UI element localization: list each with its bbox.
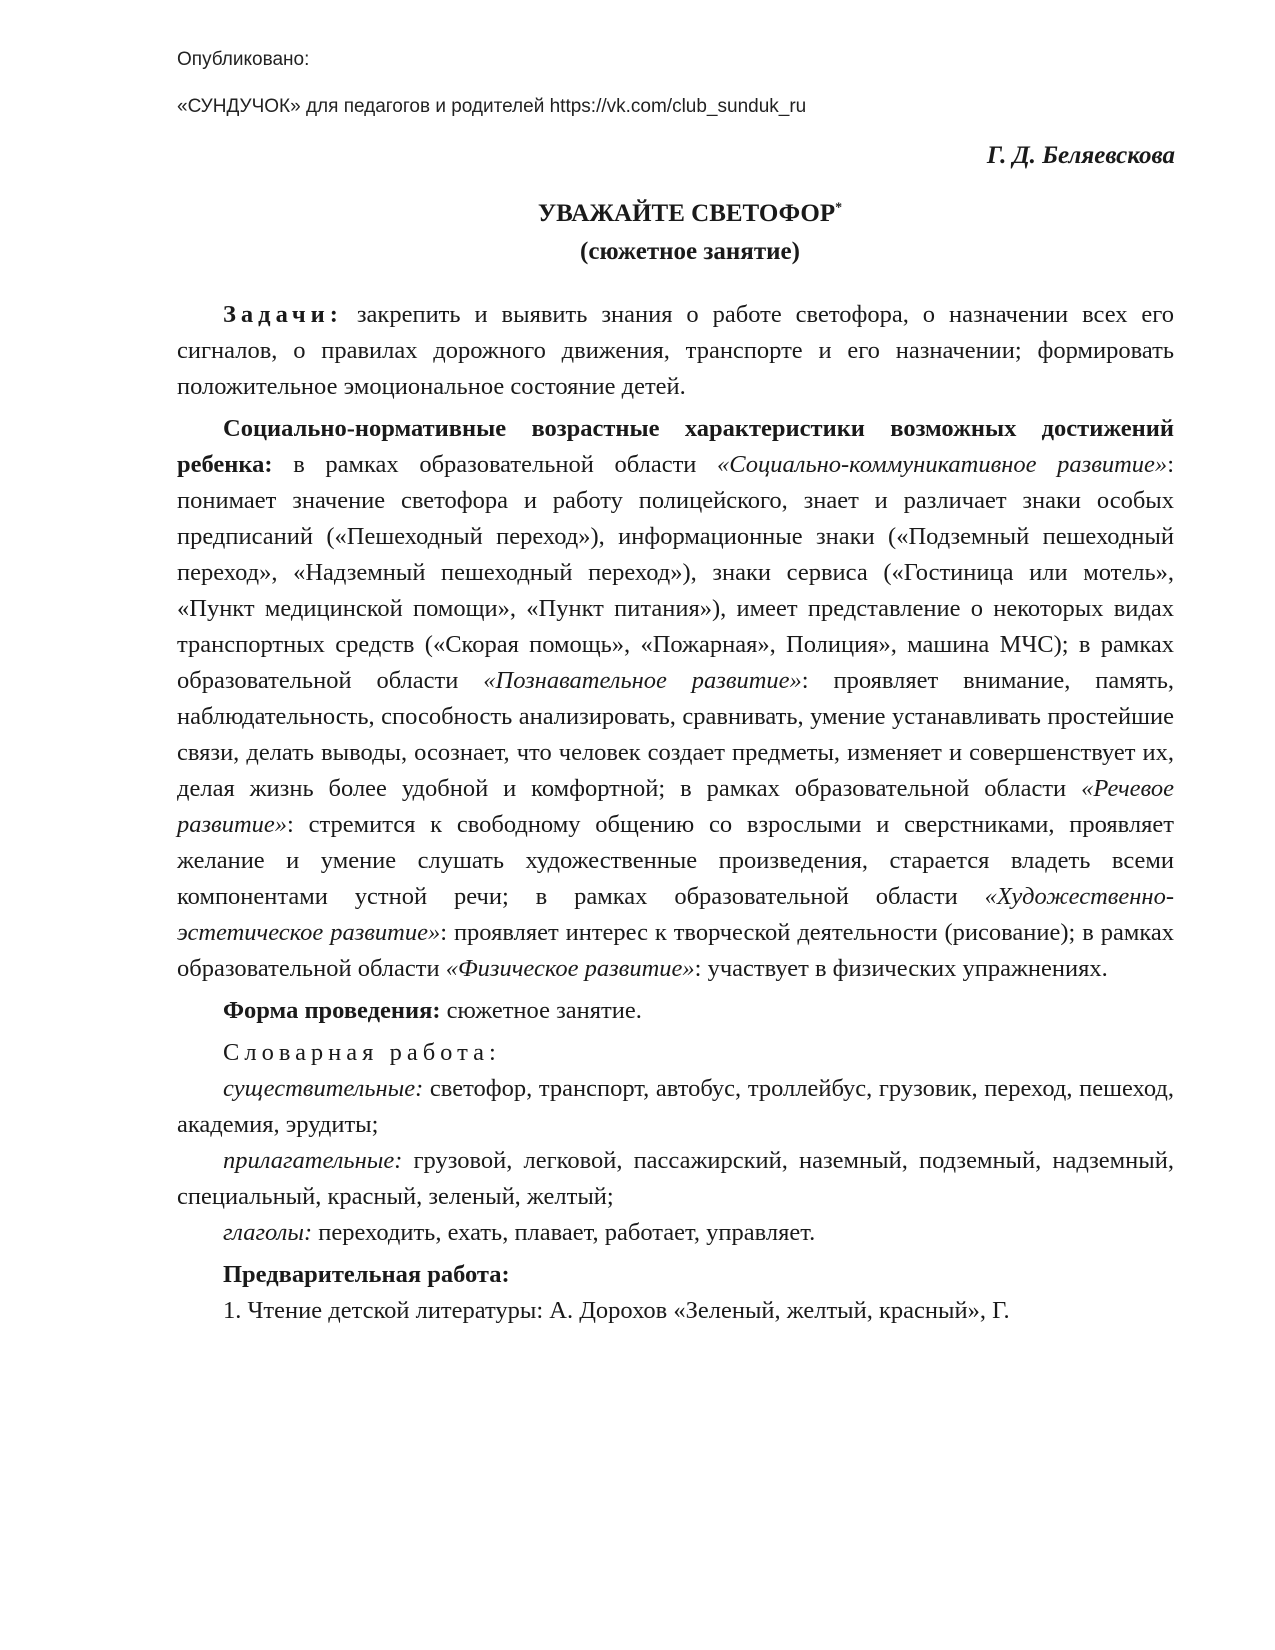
vocab-verbs (177, 1215, 1174, 1251)
vocab-nouns (177, 1071, 1174, 1143)
norms-area-speech: «Речевое развитие» (177, 775, 1174, 838)
norms-area-cognitive: «Познавательное развитие» (483, 667, 802, 694)
vocab-verbs-label: глаголы: (223, 1219, 313, 1246)
published-source: «СУНДУЧОК» для педагогов и родителей https://vk.com/club_sunduk_ru (177, 96, 807, 117)
title-footnote-mark: * (835, 200, 843, 216)
norms-area-art: «Художественно-эстетическое развитие» (177, 883, 1174, 946)
vocab-heading (177, 1035, 1174, 1071)
vocab-adj-label: прилагательные: (223, 1147, 403, 1174)
norms-text-3: : проявляет внимание, память, наблюдательность, способность анализировать, сравнивать, умение устанавливать простейшие связи, делать выводы, осознает, что человек создает предметы, изменяет и совершенствует их, делая жизнь более удобной и комфортной; в рамках образовательной области (177, 667, 1174, 802)
published-label: Опубликовано: (177, 49, 310, 70)
prelim-label: Предварительная работа: (223, 1261, 510, 1288)
vocab-nouns-text: светофор, транспорт, автобус, троллейбус, грузовик, переход, пешеход, академия, эрудиты; (177, 1075, 1174, 1138)
vocab-verbs-text: переходить, ехать, плавает, работает, управляет. (312, 1219, 816, 1246)
form-paragraph (177, 993, 1174, 1029)
norms-area-social: «Социально-коммуникативное развитие» (717, 451, 1168, 478)
norms-text-5: : проявляет интерес к творческой деятельности (рисование); в рамках образовательной области (177, 919, 1174, 982)
document-subtitle: (сюжетное занятие) (580, 238, 800, 265)
norms-text-1: в рамках образовательной области (272, 451, 718, 478)
norms-text-2: : понимает значение светофора и работу полицейского, знает и различает знаки особых предписаний («Пешеходный переход»), информационные знаки («Подземный пешеходный переход», «Надземный пешеходный переход»), знаки сервиса («Гостиница или мотель», «Пункт медицинской помощи», «Пункт питания»), имеет представление о некоторых видах транспортных средств («Скорая помощь», «Пожарная», Полиция», машина МЧС); в рамках образовательной области (177, 451, 1174, 694)
form-text: сюжетное занятие. (440, 997, 642, 1024)
norms-paragraph (177, 411, 1174, 987)
tasks-paragraph (177, 297, 1174, 405)
tasks-label: Задачи: (223, 301, 343, 328)
norms-text-4: : стремится к свободному общению со взрослыми и сверстниками, проявляет желание и умение слушать художественные произведения, старается владеть всеми компонентами устной речи; в рамках образовательной области (177, 811, 1174, 910)
norms-area-physical: «Физическое развитие» (445, 955, 695, 982)
vocab-nouns-label: существительные: (223, 1075, 424, 1102)
norms-label: Социально-нормативные возрастные характеристики возможных достижений ребенка: (177, 415, 1174, 478)
title-text: УВАЖАЙТЕ СВЕТОФОР (537, 200, 836, 227)
tasks-text: закрепить и выявить знания о работе светофора, о назначении всех его сигналов, о правилах дорожного движения, транспорте и его назначении; формировать положительное эмоциональное состояние детей. (177, 301, 1174, 400)
vocab-adj-text: грузовой, легковой, пассажирский, наземный, подземный, надземный, специальный, красный, зеленый, желтый; (177, 1147, 1174, 1210)
vocab-label: Словарная работа: (223, 1039, 501, 1066)
prelim-item-1 (177, 1293, 1174, 1329)
author-name: Г. Д. Беляевскова (986, 142, 1175, 169)
prelim-item-1-text: 1. Чтение детской литературы: А. Дорохов «Зеленый, желтый, красный», Г. (223, 1297, 1010, 1324)
prelim-heading (177, 1257, 1174, 1293)
document-body (177, 297, 1174, 1329)
document-title (0, 198, 1275, 230)
form-label: Форма проведения: (223, 997, 441, 1024)
norms-text-6: : участвует в физических упражнениях. (694, 955, 1108, 982)
vocab-adjectives (177, 1143, 1174, 1215)
